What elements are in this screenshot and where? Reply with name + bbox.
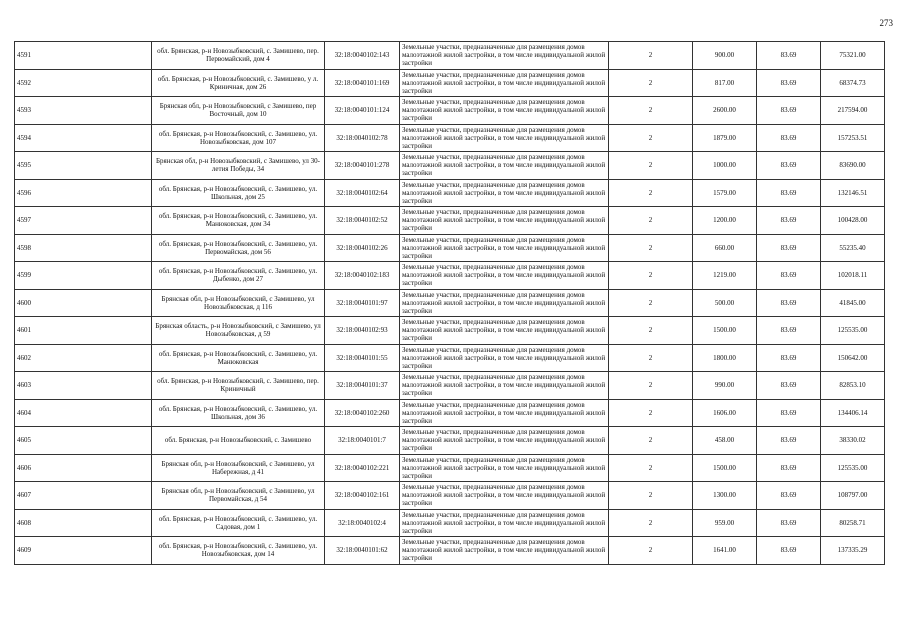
cadastral-number-cell: 32:18:0040101:278 [325, 152, 400, 180]
group-cell: 2 [609, 454, 693, 482]
area-cell: 1219.00 [693, 262, 757, 290]
group-cell: 2 [609, 42, 693, 70]
area-cell: 1300.00 [693, 482, 757, 510]
land-category-cell: Земельные участки, предназначенные для размещения домов малоэтажной жилой застройки, в том числе индивидуальной жилой застройки [400, 97, 609, 125]
cadastral-value-cell: 132146.51 [821, 179, 885, 207]
cadastral-number-cell: 32:18:0040102:260 [325, 399, 400, 427]
group-cell: 2 [609, 372, 693, 400]
specific-value-cell: 83.69 [757, 97, 821, 125]
row-number: 4609 [15, 537, 152, 565]
address-cell: обл. Брянская, р-н Новозыбковский, с. Замишево, ул. Первомайская, дом 56 [152, 234, 325, 262]
specific-value-cell: 83.69 [757, 482, 821, 510]
address-cell: обл. Брянская, р-н Новозыбковский, с. Замишево, ул. Новозыбковская, дом 14 [152, 537, 325, 565]
group-cell: 2 [609, 289, 693, 317]
cadastral-value-cell: 41845.00 [821, 289, 885, 317]
table-row [15, 454, 885, 482]
row-number: 4602 [15, 344, 152, 372]
cadastral-value-cell: 83690.00 [821, 152, 885, 180]
table-row [15, 427, 885, 455]
group-cell: 2 [609, 207, 693, 235]
land-category-cell: Земельные участки, предназначенные для размещения домов малоэтажной жилой застройки, в том числе индивидуальной жилой застройки [400, 289, 609, 317]
specific-value-cell: 83.69 [757, 207, 821, 235]
address-cell: Брянская обл, р-н Новозыбковский, с Замишево, пер Восточный, дом 10 [152, 97, 325, 125]
cadastral-number-cell: 32:18:0040102:4 [325, 509, 400, 537]
specific-value-cell: 83.69 [757, 344, 821, 372]
row-number: 4593 [15, 97, 152, 125]
cadastral-number-cell: 32:18:0040102:221 [325, 454, 400, 482]
land-category-cell: Земельные участки, предназначенные для размещения домов малоэтажной жилой застройки, в том числе индивидуальной жилой застройки [400, 42, 609, 70]
cadastral-number-cell: 32:18:0040101:7 [325, 427, 400, 455]
cadastral-number-cell: 32:18:0040102:78 [325, 124, 400, 152]
cadastral-number-cell: 32:18:0040102:143 [325, 42, 400, 70]
address-cell: обл. Брянская, р-н Новозыбковский, с. Замишево, пер. Криничный [152, 372, 325, 400]
specific-value-cell: 83.69 [757, 537, 821, 565]
address-cell: Брянская область, р-н Новозыбковский, с Замишево, ул Новозыбковская, д 59 [152, 317, 325, 345]
address-cell: Брянская обл, р-н Новозыбковский, с Замишево, ул Новозыбковская, д 116 [152, 289, 325, 317]
specific-value-cell: 83.69 [757, 509, 821, 537]
area-cell: 1000.00 [693, 152, 757, 180]
row-number: 4604 [15, 399, 152, 427]
cadastral-number-cell: 32:18:0040101:124 [325, 97, 400, 125]
table-row [15, 372, 885, 400]
table-row [15, 262, 885, 290]
area-cell: 1500.00 [693, 317, 757, 345]
cadastral-value-cell: 157253.51 [821, 124, 885, 152]
table-row [15, 344, 885, 372]
group-cell: 2 [609, 69, 693, 97]
address-cell: Брянская обл, р-н Новозыбковский, с Замишево, ул Набережная, д 41 [152, 454, 325, 482]
area-cell: 1800.00 [693, 344, 757, 372]
land-category-cell: Земельные участки, предназначенные для размещения домов малоэтажной жилой застройки, в том числе индивидуальной жилой застройки [400, 207, 609, 235]
table-row [15, 317, 885, 345]
area-cell: 900.00 [693, 42, 757, 70]
land-category-cell: Земельные участки, предназначенные для размещения домов малоэтажной жилой застройки, в том числе индивидуальной жилой застройки [400, 454, 609, 482]
specific-value-cell: 83.69 [757, 289, 821, 317]
group-cell: 2 [609, 234, 693, 262]
address-cell: обл. Брянская, р-н Новозыбковский, с. Замишево [152, 427, 325, 455]
address-cell: обл. Брянская, р-н Новозыбковский, с. Замишево, у л. Криничная, дом 26 [152, 69, 325, 97]
cadastral-number-cell: 32:18:0040101:62 [325, 537, 400, 565]
cadastral-value-cell: 100428.00 [821, 207, 885, 235]
row-number: 4595 [15, 152, 152, 180]
specific-value-cell: 83.69 [757, 152, 821, 180]
row-number: 4599 [15, 262, 152, 290]
land-category-cell: Земельные участки, предназначенные для размещения домов малоэтажной жилой застройки, в том числе индивидуальной жилой застройки [400, 179, 609, 207]
cadastral-number-cell: 32:18:0040101:55 [325, 344, 400, 372]
group-cell: 2 [609, 427, 693, 455]
row-number: 4603 [15, 372, 152, 400]
specific-value-cell: 83.69 [757, 234, 821, 262]
row-number: 4592 [15, 69, 152, 97]
table-row [15, 399, 885, 427]
table-row [15, 289, 885, 317]
cadastral-value-cell: 150642.00 [821, 344, 885, 372]
group-cell: 2 [609, 344, 693, 372]
address-cell: обл. Брянская, р-н Новозыбковский, с. Замишево, пер. Первомайский, дом 4 [152, 42, 325, 70]
group-cell: 2 [609, 179, 693, 207]
land-category-cell: Земельные участки, предназначенные для размещения домов малоэтажной жилой застройки, в том числе индивидуальной жилой застройки [400, 399, 609, 427]
specific-value-cell: 83.69 [757, 262, 821, 290]
cadastral-number-cell: 32:18:0040102:93 [325, 317, 400, 345]
cadastral-number-cell: 32:18:0040102:161 [325, 482, 400, 510]
table-row [15, 97, 885, 125]
specific-value-cell: 83.69 [757, 69, 821, 97]
area-cell: 2600.00 [693, 97, 757, 125]
land-category-cell: Земельные участки, предназначенные для размещения домов малоэтажной жилой застройки, в том числе индивидуальной жилой застройки [400, 317, 609, 345]
address-cell: обл. Брянская, р-н Новозыбковский, с. Замишево, ул. Манюковская, дом 34 [152, 207, 325, 235]
cadastral-number-cell: 32:18:0040102:183 [325, 262, 400, 290]
area-cell: 458.00 [693, 427, 757, 455]
cadastral-number-cell: 32:18:0040102:26 [325, 234, 400, 262]
group-cell: 2 [609, 317, 693, 345]
group-cell: 2 [609, 124, 693, 152]
table-row [15, 509, 885, 537]
address-cell: обл. Брянская, р-н Новозыбковский, с. Замишево, ул. Новозыбковская, дом 107 [152, 124, 325, 152]
land-category-cell: Земельные участки, предназначенные для размещения домов малоэтажной жилой застройки, в том числе индивидуальной жилой застройки [400, 124, 609, 152]
table-row [15, 482, 885, 510]
row-number: 4594 [15, 124, 152, 152]
cadastral-value-cell: 55235.40 [821, 234, 885, 262]
table-row [15, 69, 885, 97]
area-cell: 500.00 [693, 289, 757, 317]
address-cell: обл. Брянская, р-н Новозыбковский, с. Замишево, ул. Школьная, дом 25 [152, 179, 325, 207]
area-cell: 1200.00 [693, 207, 757, 235]
land-category-cell: Земельные участки, предназначенные для размещения домов малоэтажной жилой застройки, в том числе индивидуальной жилой застройки [400, 427, 609, 455]
cadastral-value-table [14, 41, 885, 565]
group-cell: 2 [609, 537, 693, 565]
land-category-cell: Земельные участки, предназначенные для размещения домов малоэтажной жилой застройки, в том числе индивидуальной жилой застройки [400, 262, 609, 290]
area-cell: 1606.00 [693, 399, 757, 427]
table-body [15, 42, 885, 565]
area-cell: 1500.00 [693, 454, 757, 482]
table-row [15, 179, 885, 207]
page-number: 273 [879, 18, 893, 28]
group-cell: 2 [609, 399, 693, 427]
area-cell: 817.00 [693, 69, 757, 97]
group-cell: 2 [609, 482, 693, 510]
address-cell: обл. Брянская, р-н Новозыбковский, с. Замишево, ул. Манюковская [152, 344, 325, 372]
table-row [15, 537, 885, 565]
row-number: 4608 [15, 509, 152, 537]
specific-value-cell: 83.69 [757, 42, 821, 70]
cadastral-value-cell: 68374.73 [821, 69, 885, 97]
cadastral-value-cell: 137335.29 [821, 537, 885, 565]
row-number: 4605 [15, 427, 152, 455]
address-cell: Брянская обл, р-н Новозыбковский, с Замишево, ул 30-летия Победы, 34 [152, 152, 325, 180]
specific-value-cell: 83.69 [757, 454, 821, 482]
address-cell: обл. Брянская, р-н Новозыбковский, с. Замишево, ул. Дыбенко, дом 27 [152, 262, 325, 290]
address-cell: обл. Брянская, р-н Новозыбковский, с. Замишево, ул. Садовая, дом 1 [152, 509, 325, 537]
land-category-cell: Земельные участки, предназначенные для размещения домов малоэтажной жилой застройки, в том числе индивидуальной жилой застройки [400, 372, 609, 400]
address-cell: Брянская обл, р-н Новозыбковский, с Замишево, ул Первомайская, д 54 [152, 482, 325, 510]
cadastral-value-cell: 38330.02 [821, 427, 885, 455]
cadastral-value-cell: 108797.00 [821, 482, 885, 510]
specific-value-cell: 83.69 [757, 317, 821, 345]
land-category-cell: Земельные участки, предназначенные для размещения домов малоэтажной жилой застройки, в том числе индивидуальной жилой застройки [400, 509, 609, 537]
cadastral-value-cell: 217594.00 [821, 97, 885, 125]
address-cell: обл. Брянская, р-н Новозыбковский, с. Замишево, ул. Школьная, дом 36 [152, 399, 325, 427]
cadastral-value-cell: 125535.00 [821, 317, 885, 345]
land-category-cell: Земельные участки, предназначенные для размещения домов малоэтажной жилой застройки, в том числе индивидуальной жилой застройки [400, 69, 609, 97]
cadastral-value-cell: 125535.00 [821, 454, 885, 482]
cadastral-value-cell: 75321.00 [821, 42, 885, 70]
row-number: 4600 [15, 289, 152, 317]
row-number: 4601 [15, 317, 152, 345]
table-row [15, 124, 885, 152]
specific-value-cell: 83.69 [757, 179, 821, 207]
group-cell: 2 [609, 509, 693, 537]
table-row [15, 234, 885, 262]
specific-value-cell: 83.69 [757, 372, 821, 400]
cadastral-number-cell: 32:18:0040102:64 [325, 179, 400, 207]
area-cell: 660.00 [693, 234, 757, 262]
specific-value-cell: 83.69 [757, 399, 821, 427]
cadastral-number-cell: 32:18:0040102:52 [325, 207, 400, 235]
row-number: 4591 [15, 42, 152, 70]
specific-value-cell: 83.69 [757, 427, 821, 455]
row-number: 4606 [15, 454, 152, 482]
row-number: 4597 [15, 207, 152, 235]
land-category-cell: Земельные участки, предназначенные для размещения домов малоэтажной жилой застройки, в том числе индивидуальной жилой застройки [400, 482, 609, 510]
cadastral-value-cell: 80258.71 [821, 509, 885, 537]
table-row [15, 42, 885, 70]
cadastral-value-cell: 82853.10 [821, 372, 885, 400]
group-cell: 2 [609, 262, 693, 290]
group-cell: 2 [609, 97, 693, 125]
cadastral-number-cell: 32:18:0040101:37 [325, 372, 400, 400]
area-cell: 959.00 [693, 509, 757, 537]
group-cell: 2 [609, 152, 693, 180]
land-category-cell: Земельные участки, предназначенные для размещения домов малоэтажной жилой застройки, в том числе индивидуальной жилой застройки [400, 537, 609, 565]
area-cell: 1641.00 [693, 537, 757, 565]
area-cell: 1879.00 [693, 124, 757, 152]
cadastral-value-cell: 102018.11 [821, 262, 885, 290]
row-number: 4596 [15, 179, 152, 207]
table-row [15, 152, 885, 180]
area-cell: 990.00 [693, 372, 757, 400]
land-category-cell: Земельные участки, предназначенные для размещения домов малоэтажной жилой застройки, в том числе индивидуальной жилой застройки [400, 152, 609, 180]
cadastral-number-cell: 32:18:0040101:169 [325, 69, 400, 97]
cadastral-value-cell: 134406.14 [821, 399, 885, 427]
row-number: 4607 [15, 482, 152, 510]
specific-value-cell: 83.69 [757, 124, 821, 152]
land-category-cell: Земельные участки, предназначенные для размещения домов малоэтажной жилой застройки, в том числе индивидуальной жилой застройки [400, 344, 609, 372]
table-row [15, 207, 885, 235]
area-cell: 1579.00 [693, 179, 757, 207]
row-number: 4598 [15, 234, 152, 262]
cadastral-number-cell: 32:18:0040101:97 [325, 289, 400, 317]
land-category-cell: Земельные участки, предназначенные для размещения домов малоэтажной жилой застройки, в том числе индивидуальной жилой застройки [400, 234, 609, 262]
